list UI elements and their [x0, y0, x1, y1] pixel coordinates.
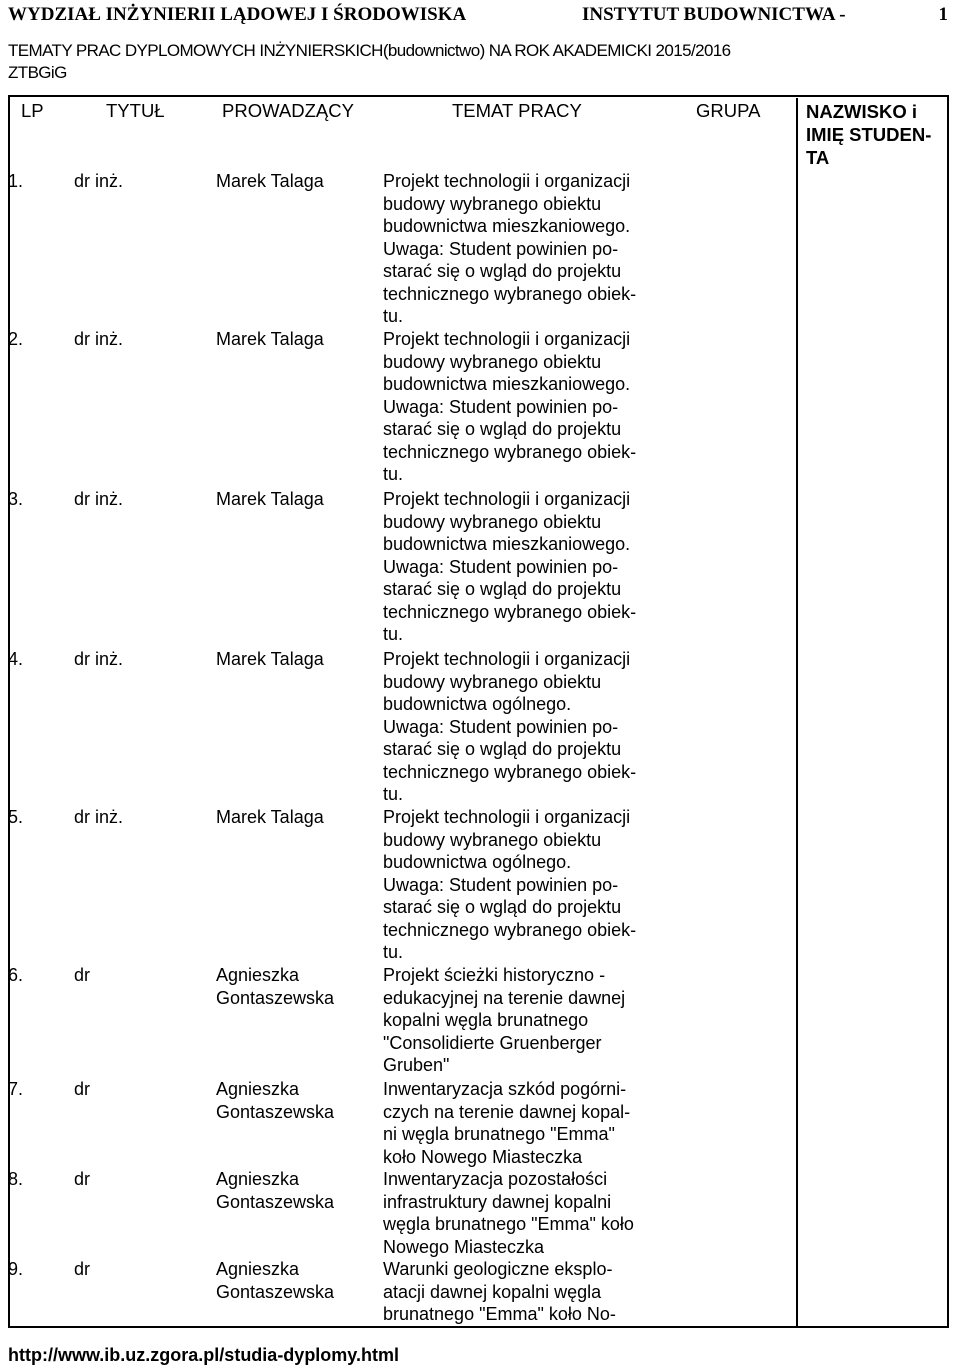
column-divider	[796, 98, 798, 1328]
row-lp: 7.	[8, 1079, 24, 1099]
row-supervisor: Marek Talaga	[216, 171, 324, 191]
row-topic: Projekt technologii i organizacji budowy wybranego obiektu budownictwa ogólnego. Uwaga: Student powinien po- starać się o wgląd do projektu technicznego wybranego obiek- tu.	[383, 807, 637, 962]
row-lp: 1.	[8, 171, 24, 191]
row-topic: Projekt technologii i organizacji budowy wybranego obiektu budownictwa mieszkaniowego. Uwaga: Student powinien po- starać się o wgląd do projektu technicznego wybranego obiek- tu.	[383, 489, 637, 644]
row-lp: 9.	[8, 1259, 24, 1279]
row-title: dr inż.	[74, 649, 124, 669]
row-topic: Projekt technologii i organizacji budowy wybranego obiektu budownictwa mieszkaniowego. Uwaga: Student powinien po- starać się o wgląd do projektu technicznego wybranego obiek- tu.	[383, 329, 637, 484]
header-tytul: TYTUŁ	[106, 100, 165, 121]
row-supervisor: Marek Talaga	[216, 489, 324, 509]
page-header	[8, 4, 952, 28]
row-title: dr	[74, 1079, 91, 1099]
row-topic: Warunki geologiczne eksplo- atacji dawnej kopalni węgla brunatnego "Emma" koło No-	[383, 1259, 616, 1324]
header-lp: LP	[21, 100, 44, 121]
source-url: http://www.ib.uz.zgora.pl/studia-dyplomy.html	[8, 1345, 399, 1365]
row-topic: Inwentaryzacja pozostałości infrastruktury dawnej kopalni węgla brunatnego "Emma" koło Nowego Miasteczka	[383, 1169, 634, 1257]
row-title: dr inż.	[74, 171, 124, 191]
row-supervisor: Marek Talaga	[216, 329, 324, 349]
row-lp: 2.	[8, 329, 24, 349]
row-topic: Inwentaryzacja szkód pogórni- czych na terenie dawnej kopal- ni węgla brunatnego "Emma" koło Nowego Miasteczka	[383, 1079, 631, 1167]
header-prowadzacy: PROWADZĄCY	[222, 100, 354, 121]
row-lp: 8.	[8, 1169, 24, 1189]
page-number: 1	[938, 4, 948, 25]
row-title: dr inż.	[74, 807, 124, 827]
header-temat-pracy: TEMAT PRACY	[452, 100, 582, 121]
row-supervisor: Marek Talaga	[216, 807, 324, 827]
row-lp: 5.	[8, 807, 24, 827]
header-nazwisko: NAZWISKO i IMIĘ STUDEN- TA	[806, 101, 932, 168]
row-supervisor: Marek Talaga	[216, 649, 324, 669]
row-supervisor: Agnieszka Gontaszewska	[216, 1259, 335, 1302]
institute-name: INSTYTUT BUDOWNICTWA -	[582, 4, 846, 25]
row-lp: 6.	[8, 965, 24, 985]
row-lp: 3.	[8, 489, 24, 509]
row-title: dr	[74, 1169, 91, 1189]
row-title: dr	[74, 1259, 91, 1279]
row-supervisor: Agnieszka Gontaszewska	[216, 1079, 335, 1122]
row-title: dr inż.	[74, 489, 124, 509]
header-grupa: GRUPA	[696, 100, 761, 121]
row-topic: Projekt technologii i organizacji budowy wybranego obiektu budownictwa ogólnego. Uwaga: Student powinien po- starać się o wgląd do projektu technicznego wybranego obiek- tu.	[383, 649, 637, 804]
row-title: dr inż.	[74, 329, 124, 349]
row-lp: 4.	[8, 649, 24, 669]
faculty-name: WYDZIAŁ INŻYNIERII LĄDOWEJ I ŚRODOWISKA	[8, 4, 467, 25]
row-supervisor: Agnieszka Gontaszewska	[216, 1169, 335, 1212]
row-topic: Projekt technologii i organizacji budowy wybranego obiektu budownictwa mieszkaniowego. Uwaga: Student powinien po- starać się o wgląd do projektu technicznego wybranego obiek- tu.	[383, 171, 637, 326]
row-supervisor: Agnieszka Gontaszewska	[216, 965, 335, 1008]
row-title: dr	[74, 965, 91, 985]
document-title: TEMATY PRAC DYPLOMOWYCH INŻYNIERSKICH(budownictwo) NA ROK AKADEMICKI 2015/2016 ZTBGiG	[8, 41, 731, 82]
row-topic: Projekt ścieżki historyczno - edukacyjnej na terenie dawnej kopalni węgla brunatnego "Consolidierte Gruenberger Gruben"	[383, 965, 626, 1075]
